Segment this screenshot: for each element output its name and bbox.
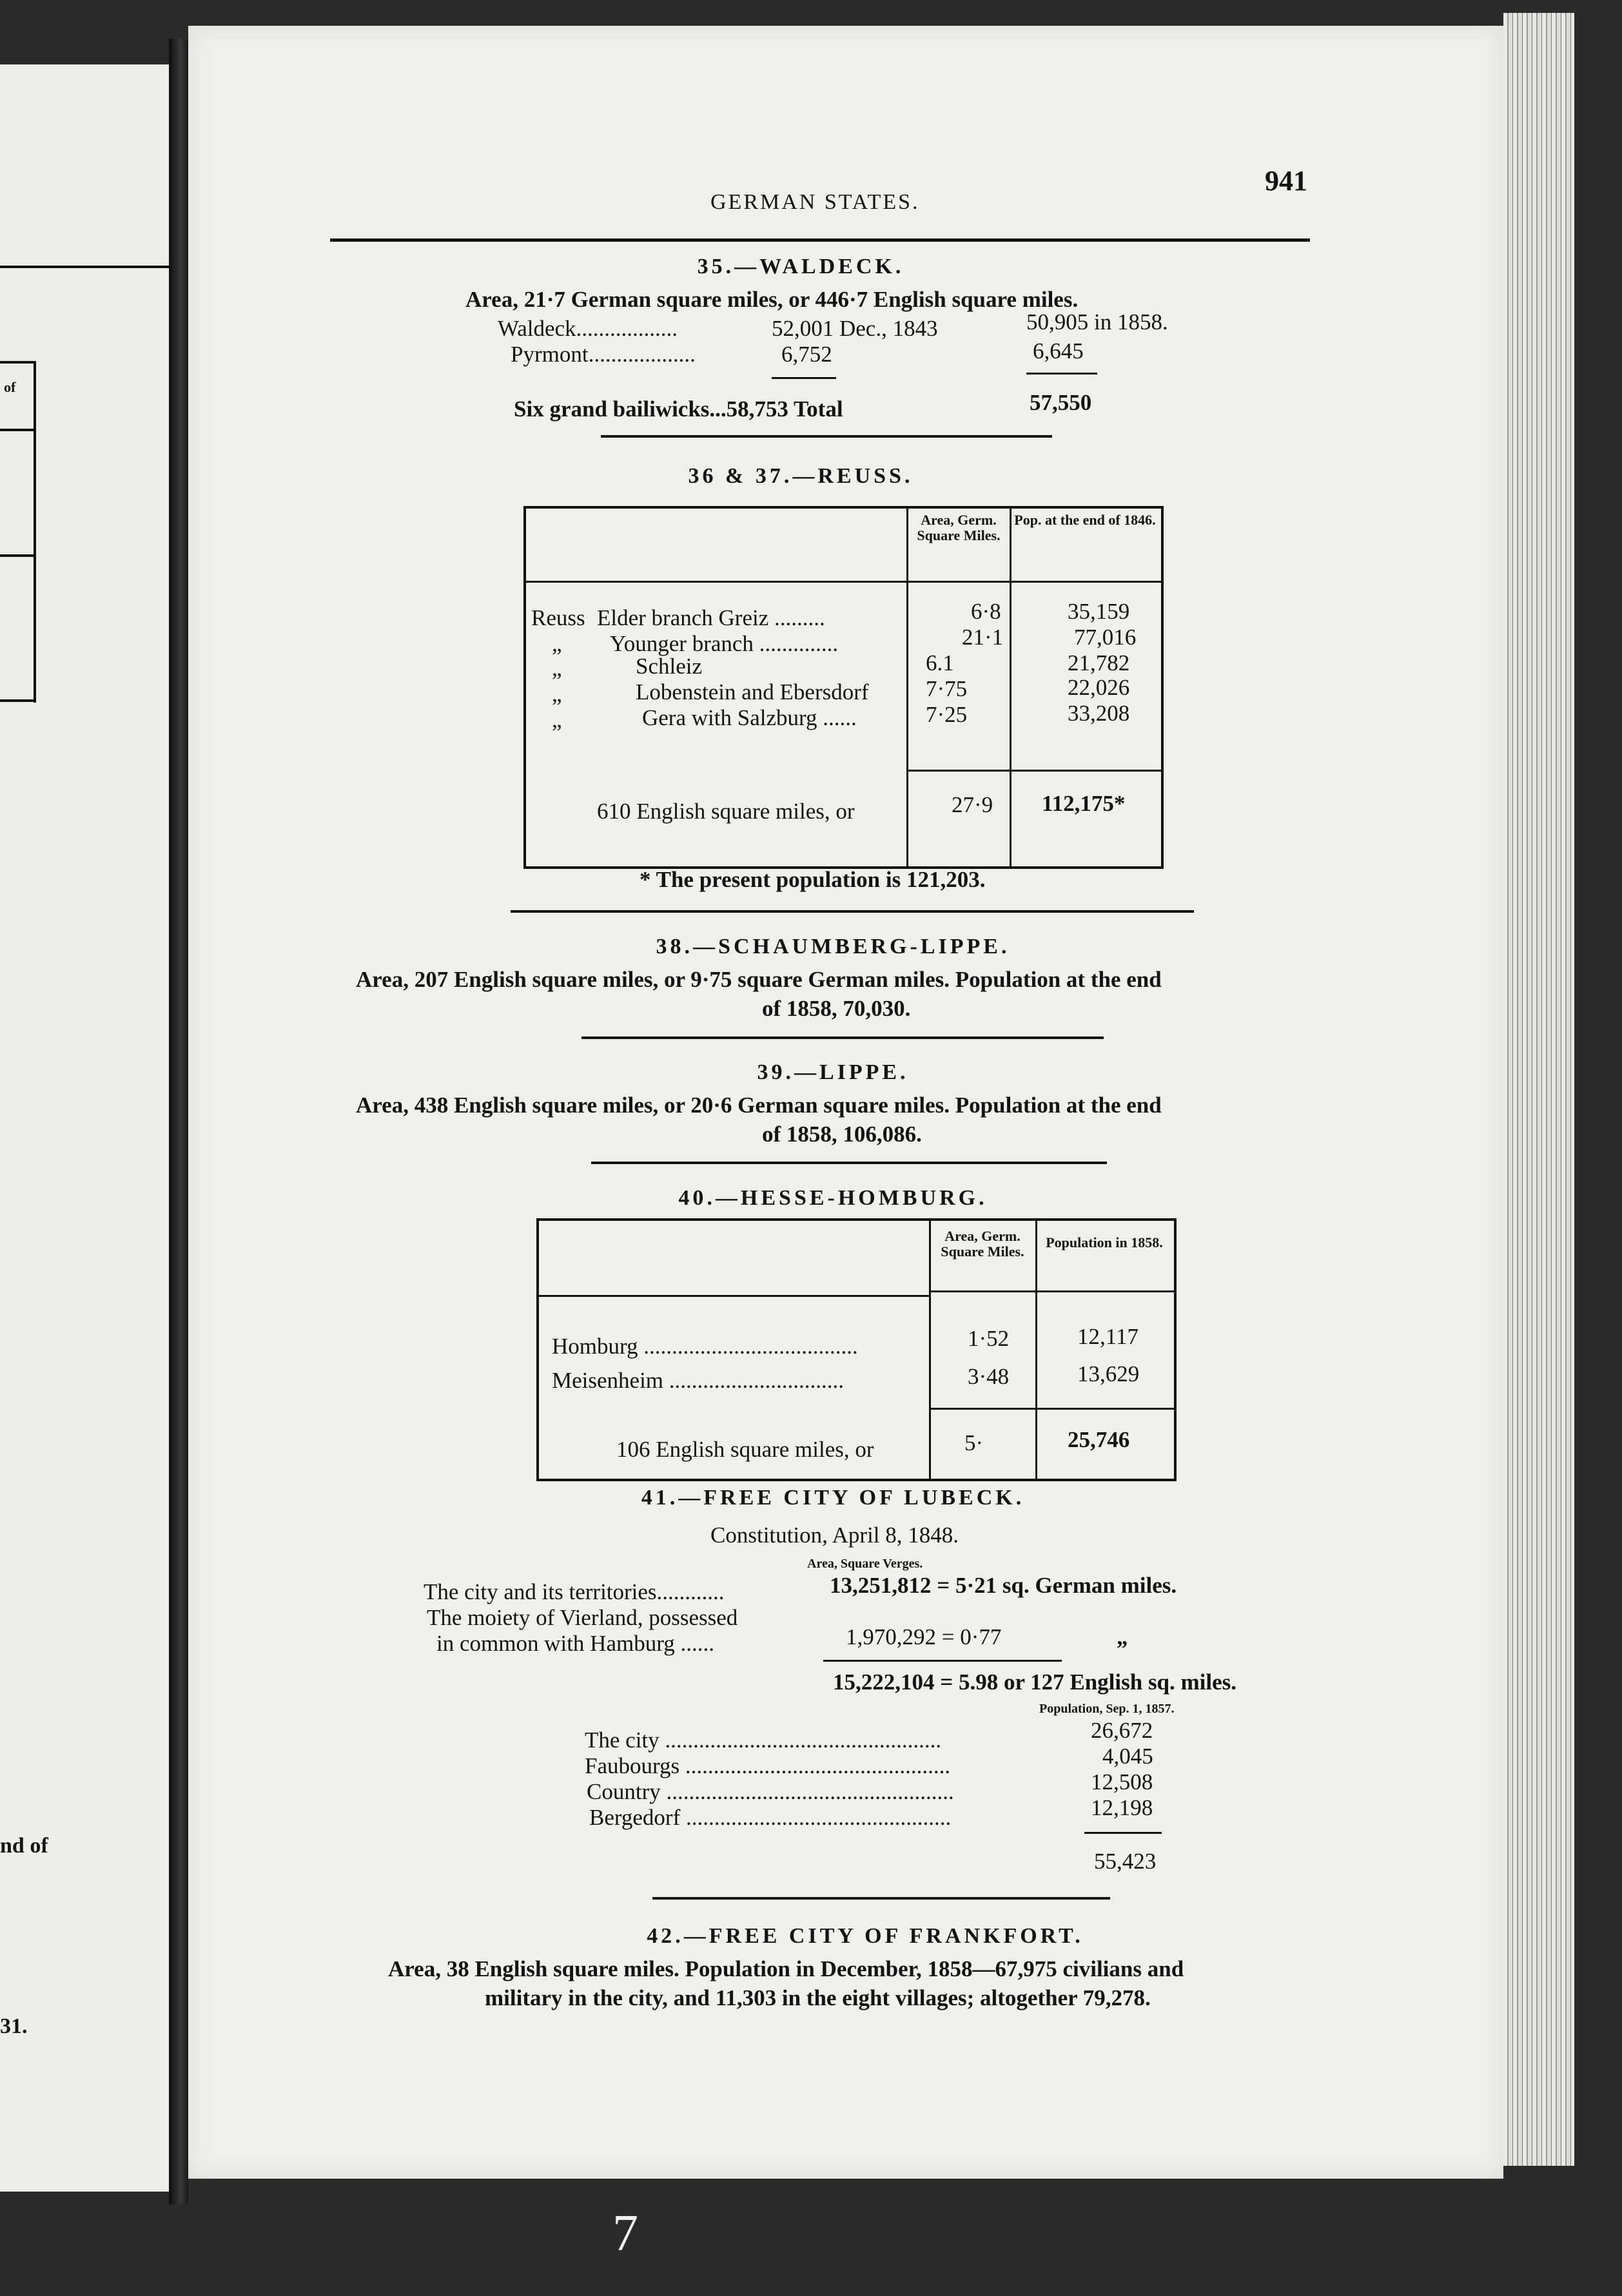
hesse-row-area: 1·52 <box>968 1326 1010 1351</box>
lubeck-row2-value: 1,970,292 = 0·77 <box>846 1624 1002 1649</box>
reuss-col-area: Area, Germ. Square Miles. <box>917 512 1001 543</box>
reuss-total-rule <box>906 770 1161 772</box>
reuss-row-pop: 35,159 <box>1068 599 1130 624</box>
reuss-row-prefix: „ <box>552 631 562 656</box>
reuss-row-pop: 22,026 <box>1068 675 1130 700</box>
waldeck-total-label: Six grand bailiwicks...58,753 Total <box>514 396 843 422</box>
lubeck-pop-sum-rule <box>1084 1832 1162 1834</box>
hesse-row-pop: 12,117 <box>1077 1324 1138 1349</box>
waldeck-row-name: Pyrmont................... <box>511 342 696 367</box>
reuss-row-name: Younger branch .............. <box>610 631 839 656</box>
reuss-row-prefix: „ <box>552 656 562 681</box>
reuss-row-area: 21·1 <box>962 625 1004 650</box>
lubeck-pop-name: Bergedorf ............................................... <box>589 1805 952 1830</box>
reuss-table <box>523 506 1164 869</box>
waldeck-row-1843: 52,001 Dec., 1843 <box>772 316 938 341</box>
right-page <box>188 26 1503 2179</box>
lippe-heading: 39.—LIPPE. <box>757 1060 909 1084</box>
hesse-heading: 40.—HESSE-HOMBURG. <box>678 1186 988 1210</box>
reuss-row-prefix: Reuss <box>531 605 585 630</box>
left-facing-page <box>0 64 171 2192</box>
hesse-row-area: 3·48 <box>968 1364 1010 1389</box>
reuss-header-rule <box>526 581 1161 583</box>
waldeck-area: Area, 21·7 German square miles, or 446·7 English square miles. <box>465 287 1079 312</box>
hesse-total-rule <box>929 1408 1174 1410</box>
hesse-col-area: Area, Germ. Square Miles. <box>941 1228 1024 1260</box>
waldeck-row-name: Waldeck.................. <box>498 316 678 341</box>
lippe-line1: Area, 438 English square miles, or 20·6 German square miles. Population at the end <box>356 1093 1162 1118</box>
reuss-row-name: Elder branch Greiz ......... <box>597 605 825 630</box>
left-page-table-rule <box>0 429 36 431</box>
section-rule <box>511 910 1194 913</box>
left-page-rule <box>0 266 169 268</box>
reuss-total-pop: 112,175* <box>1042 791 1126 816</box>
reuss-row-pop: 33,208 <box>1068 701 1130 726</box>
left-page-table-border <box>34 361 36 703</box>
reuss-row-pop: 77,016 <box>1074 625 1137 650</box>
reuss-row-pop: 21,782 <box>1068 650 1130 676</box>
page-number: 941 <box>1265 165 1307 197</box>
hesse-total-area: 5· <box>964 1430 984 1455</box>
lippe-line2: of 1858, 106,086. <box>762 1122 922 1147</box>
waldeck-total-1858: 57,550 <box>1030 390 1092 415</box>
hesse-header-rule <box>539 1295 929 1297</box>
frankfort-heading: 42.—FREE CITY OF FRANKFORT. <box>647 1924 1084 1948</box>
left-page-fragment: nd of <box>0 1834 48 1858</box>
hesse-row-name: Meisenheim ............................... <box>552 1368 845 1393</box>
lubeck-row2-label2: in common with Hamburg ...... <box>436 1631 714 1656</box>
left-page-fragment: 31. <box>0 2014 28 2038</box>
left-page-table-top <box>0 361 36 364</box>
section-rule <box>652 1897 1110 1900</box>
reuss-heading: 36 & 37.—REUSS. <box>688 464 914 488</box>
lubeck-pop-value: 12,198 <box>1091 1795 1153 1820</box>
reuss-row-prefix: „ <box>552 707 562 732</box>
reuss-total-label: 610 English square miles, or <box>597 799 855 824</box>
waldeck-sum-rule <box>772 377 836 379</box>
hesse-total-label: 106 English square miles, or <box>616 1437 874 1462</box>
reuss-col-divider <box>1010 509 1011 866</box>
running-head: GERMAN STATES. <box>710 190 920 214</box>
section-rule <box>601 435 1052 438</box>
left-page-table-rule <box>0 554 36 557</box>
hesse-col-pop: Population in 1858. <box>1046 1234 1163 1250</box>
frankfort-line1: Area, 38 English square miles. Population in December, 1858—67,975 civilians and <box>388 1956 1184 1981</box>
lubeck-pop-value: 12,508 <box>1091 1769 1153 1795</box>
book-gutter <box>169 39 188 2204</box>
left-page-table-bottom <box>0 699 36 702</box>
hesse-col-divider <box>929 1221 931 1479</box>
hesse-table <box>536 1218 1177 1481</box>
reuss-row-area: 7·25 <box>926 702 968 727</box>
waldeck-row-1858: 6,645 <box>1033 338 1084 364</box>
hesse-total-pop: 25,746 <box>1068 1427 1130 1452</box>
section-rule <box>591 1162 1107 1164</box>
lubeck-row1-value: 13,251,812 = 5·21 sq. German miles. <box>830 1573 1177 1598</box>
bottom-handwritten-mark: 7 <box>612 2205 638 2262</box>
lubeck-pop-name: Country ................................................... <box>587 1779 954 1804</box>
page-edges <box>1503 13 1574 2166</box>
lubeck-row2-ditto: „ <box>1117 1624 1128 1649</box>
waldeck-row-1858: 50,905 in 1858. <box>1026 309 1168 335</box>
reuss-row-area: 7·75 <box>926 676 968 701</box>
lubeck-total-value: 15,222,104 = 5.98 or 127 English sq. miles. <box>833 1669 1237 1695</box>
lubeck-row2-label1: The moiety of Vierland, possessed <box>427 1605 738 1630</box>
schaumberg-line1: Area, 207 English square miles, or 9·75 square German miles. Population at the end <box>356 967 1162 992</box>
lubeck-pop-value: 26,672 <box>1091 1718 1153 1743</box>
schaumberg-heading: 38.—SCHAUMBERG-LIPPE. <box>656 935 1010 958</box>
lubeck-pop-caption: Population, Sep. 1, 1857. <box>1039 1702 1175 1716</box>
waldeck-heading: 35.—WALDECK. <box>697 255 904 278</box>
reuss-row-area: 6·8 <box>971 599 1001 624</box>
lubeck-row1-label: The city and its territories............ <box>424 1579 725 1604</box>
lubeck-constitution: Constitution, April 8, 1848. <box>710 1523 959 1548</box>
hesse-header-rule <box>929 1290 1174 1292</box>
lubeck-sum-rule <box>823 1660 1062 1662</box>
hesse-row-name: Homburg ...................................... <box>552 1334 858 1359</box>
lubeck-pop-total: 55,423 <box>1094 1849 1157 1874</box>
reuss-total-area: 27·9 <box>952 792 993 817</box>
header-rule <box>330 238 1310 242</box>
lubeck-area-caption: Area, Square Verges. <box>807 1557 923 1571</box>
reuss-row-name: Schleiz <box>636 654 703 679</box>
hesse-col-divider <box>1035 1221 1037 1479</box>
schaumberg-line2: of 1858, 70,030. <box>762 996 911 1021</box>
hesse-row-pop: 13,629 <box>1077 1361 1140 1386</box>
lubeck-heading: 41.—FREE CITY OF LUBECK. <box>641 1486 1025 1510</box>
frankfort-line2: military in the city, and 11,303 in the eight villages; altogether 79,278. <box>485 1985 1151 2010</box>
reuss-col-pop: Pop. at the end of 1846. <box>1014 512 1156 528</box>
lubeck-pop-name: Faubourgs ............................................... <box>585 1753 951 1778</box>
reuss-footnote: * The present population is 121,203. <box>640 867 986 892</box>
reuss-row-name: Lobenstein and Ebersdorf <box>636 679 869 705</box>
reuss-row-name: Gera with Salzburg ...... <box>642 705 857 730</box>
lubeck-pop-name: The city ................................................. <box>585 1727 942 1753</box>
waldeck-row-1843: 6,752 <box>781 342 832 367</box>
waldeck-sum-rule <box>1026 373 1097 375</box>
lubeck-pop-value: 4,045 <box>1102 1744 1153 1769</box>
section-rule <box>581 1036 1104 1039</box>
reuss-row-area: 6.1 <box>926 650 954 676</box>
reuss-col-divider <box>906 509 908 866</box>
left-page-fragment: of <box>4 379 16 395</box>
reuss-row-prefix: „ <box>552 681 562 706</box>
